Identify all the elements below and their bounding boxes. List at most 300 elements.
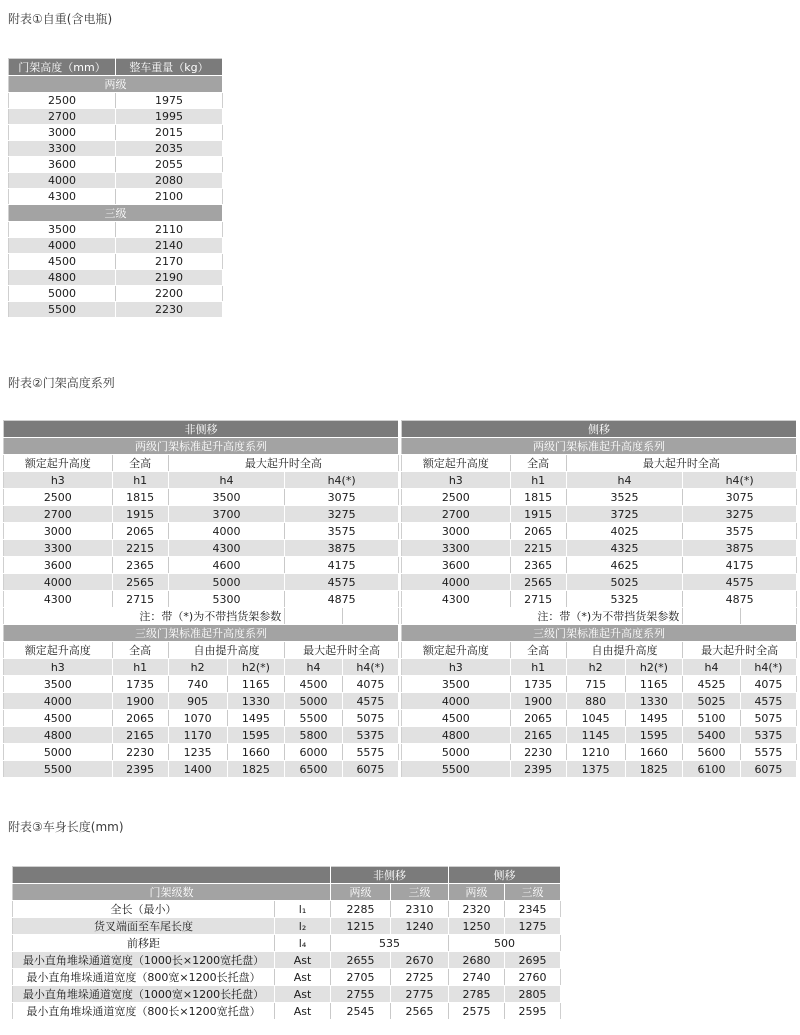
data-cell: 1815 [112, 489, 168, 506]
data-cell: 4300 [9, 189, 116, 205]
data-cell: 4175 [285, 557, 399, 574]
data-cell: 2670 [391, 952, 449, 969]
data-cell: 4500 [4, 710, 113, 727]
group-header: 额定起升高度 [402, 455, 511, 472]
shift-type-header: 非侧移 [331, 867, 449, 884]
data-cell: 4175 [683, 557, 797, 574]
header-row [9, 59, 223, 76]
symbol-header: h4(*) [740, 659, 796, 676]
series-row [402, 438, 797, 455]
shift-type-header: 侧移 [449, 867, 561, 884]
group-header-row [4, 455, 399, 472]
data-cell: 5000 [4, 744, 113, 761]
data-cell: 4000 [4, 693, 113, 710]
data-row [4, 506, 399, 523]
data-cell: 4875 [285, 591, 399, 608]
data-cell: 4300 [168, 540, 285, 557]
data-cell: 1330 [625, 693, 683, 710]
series-row [402, 625, 797, 642]
data-cell: 2230 [510, 744, 566, 761]
data-row [9, 109, 223, 125]
group-header: 额定起升高度 [402, 642, 511, 659]
row-label: 货叉端面至车尾长度 [13, 918, 275, 935]
symbol-header: h3 [4, 472, 113, 489]
section-header: 两级 [9, 76, 223, 93]
data-cell: 500 [449, 935, 561, 952]
data-cell: 3575 [285, 523, 399, 540]
data-cell: 5500 [402, 761, 511, 778]
data-cell: 2575 [449, 1003, 505, 1020]
data-cell: 1735 [112, 676, 168, 693]
shift-type-header: 侧移 [402, 421, 797, 438]
data-row [13, 952, 561, 969]
data-cell: 2320 [449, 901, 505, 918]
data-row [402, 489, 797, 506]
data-cell: 2140 [116, 238, 223, 254]
data-cell: 3075 [285, 489, 399, 506]
data-cell: 2215 [510, 540, 566, 557]
data-cell: 2760 [505, 969, 561, 986]
data-cell: 2310 [391, 901, 449, 918]
data-cell: 3075 [683, 489, 797, 506]
data-cell: 1070 [168, 710, 227, 727]
section-row [9, 76, 223, 93]
data-cell: 1330 [227, 693, 285, 710]
mast-table-sideshift [401, 420, 797, 778]
level-header: 门架级数 [13, 884, 331, 901]
symbol-header: h2(*) [227, 659, 285, 676]
group-header: 额定起升高度 [4, 642, 113, 659]
data-cell: 1145 [566, 727, 625, 744]
data-cell: 2500 [4, 489, 113, 506]
data-cell: 4300 [402, 591, 511, 608]
data-row [9, 125, 223, 141]
data-cell: 4000 [402, 693, 511, 710]
data-cell: 4525 [683, 676, 741, 693]
group-header: 自由提升高度 [168, 642, 285, 659]
note-cell: 注：带（*)为不带挡货架参数 [4, 608, 285, 625]
data-row [402, 591, 797, 608]
symbol-header: h3 [402, 659, 511, 676]
data-cell: 3000 [4, 523, 113, 540]
data-row [9, 189, 223, 205]
data-cell: 3700 [168, 506, 285, 523]
data-cell: 2805 [505, 986, 561, 1003]
data-cell: 4800 [402, 727, 511, 744]
series-row [4, 625, 399, 642]
data-cell: 5000 [285, 693, 343, 710]
data-cell: 2700 [402, 506, 511, 523]
group-header-row [402, 455, 797, 472]
data-cell: 4325 [566, 540, 683, 557]
data-cell: 740 [168, 676, 227, 693]
data-cell: 2695 [505, 952, 561, 969]
symbol-header: h1 [112, 472, 168, 489]
data-row [4, 676, 399, 693]
data-row [9, 173, 223, 189]
data-cell: 1165 [227, 676, 285, 693]
symbol-row [402, 472, 797, 489]
data-row [9, 141, 223, 157]
data-cell: 2500 [9, 93, 116, 109]
data-row [9, 222, 223, 238]
data-cell: 2285 [331, 901, 391, 918]
symbol-header: h4(*) [683, 472, 797, 489]
data-cell: 4075 [342, 676, 398, 693]
symbol-cell: l₂ [275, 918, 331, 935]
data-cell: 5300 [168, 591, 285, 608]
data-row [9, 93, 223, 109]
symbol-cell: Ast [275, 986, 331, 1003]
data-cell: 2165 [112, 727, 168, 744]
data-cell: 1210 [566, 744, 625, 761]
data-cell: 2755 [331, 986, 391, 1003]
data-cell: 2365 [112, 557, 168, 574]
data-cell: 3500 [9, 222, 116, 238]
data-row [4, 540, 399, 557]
data-cell: 1215 [331, 918, 391, 935]
data-row [402, 676, 797, 693]
shift-type-row [402, 421, 797, 438]
data-cell: 3600 [9, 157, 116, 173]
data-cell: 1250 [449, 918, 505, 935]
shift-type-row [4, 421, 399, 438]
data-cell: 5100 [683, 710, 741, 727]
data-cell: 2715 [510, 591, 566, 608]
data-cell: 2565 [391, 1003, 449, 1020]
data-cell: 2740 [449, 969, 505, 986]
note-row [4, 608, 399, 625]
data-cell: 3500 [402, 676, 511, 693]
symbol-header: h4 [683, 659, 741, 676]
row-label: 前移距 [13, 935, 275, 952]
data-cell: 2065 [112, 710, 168, 727]
data-cell: 2035 [116, 141, 223, 157]
body-length-table-body [13, 867, 561, 1020]
symbol-header: h4(*) [342, 659, 398, 676]
data-cell: 5575 [342, 744, 398, 761]
data-cell: 2170 [116, 254, 223, 270]
data-cell: 6500 [285, 761, 343, 778]
data-cell: 1495 [625, 710, 683, 727]
symbol-header: h4(*) [285, 472, 399, 489]
data-cell: 1235 [168, 744, 227, 761]
data-row [13, 969, 561, 986]
data-cell: 5075 [342, 710, 398, 727]
row-label: 最小直角堆垛通道宽度（800长×1200宽托盘） [13, 1003, 275, 1020]
data-cell: 4800 [9, 270, 116, 286]
data-cell: 3600 [402, 557, 511, 574]
data-row [4, 591, 399, 608]
group-header: 额定起升高度 [4, 455, 113, 472]
data-cell: 4500 [402, 710, 511, 727]
data-cell: 2395 [112, 761, 168, 778]
data-cell: 2725 [391, 969, 449, 986]
data-row [402, 574, 797, 591]
data-row [4, 744, 399, 761]
data-cell: 4800 [4, 727, 113, 744]
section-row [9, 205, 223, 222]
data-row [402, 761, 797, 778]
symbol-header: h2 [168, 659, 227, 676]
data-row [13, 935, 561, 952]
data-cell: 4500 [9, 254, 116, 270]
data-cell: 2700 [4, 506, 113, 523]
data-cell: 2190 [116, 270, 223, 286]
data-row [4, 710, 399, 727]
data-cell: 1275 [505, 918, 561, 935]
data-cell: 715 [566, 676, 625, 693]
data-cell: 880 [566, 693, 625, 710]
data-cell: 4000 [9, 238, 116, 254]
data-row [402, 540, 797, 557]
data-cell: 1165 [625, 676, 683, 693]
group-header: 全高 [510, 455, 566, 472]
data-row [402, 523, 797, 540]
data-cell: 4000 [402, 574, 511, 591]
data-cell: 3875 [285, 540, 399, 557]
symbol-header: h2(*) [625, 659, 683, 676]
group-header: 最大起升时全高 [285, 642, 399, 659]
data-cell: 2015 [116, 125, 223, 141]
data-cell: 2655 [331, 952, 391, 969]
group-header: 自由提升高度 [566, 642, 683, 659]
data-cell: 3275 [285, 506, 399, 523]
data-cell: 2065 [510, 710, 566, 727]
empty-cell [342, 608, 398, 625]
data-cell: 5000 [402, 744, 511, 761]
symbol-row [4, 472, 399, 489]
data-row [402, 506, 797, 523]
data-cell: 5000 [9, 286, 116, 302]
data-cell: 4025 [566, 523, 683, 540]
data-cell: 6075 [740, 761, 796, 778]
data-row [9, 286, 223, 302]
data-row [4, 727, 399, 744]
data-cell: 1045 [566, 710, 625, 727]
stage-header: 两级 [331, 884, 391, 901]
data-cell: 905 [168, 693, 227, 710]
symbol-cell: Ast [275, 952, 331, 969]
data-cell: 1495 [227, 710, 285, 727]
data-cell: 2100 [116, 189, 223, 205]
series-header: 两级门架标准起升高度系列 [4, 438, 399, 455]
data-cell: 1975 [116, 93, 223, 109]
table3-title: 附表③车身长度(mm) [8, 820, 124, 834]
data-row [402, 693, 797, 710]
row-label: 最小直角堆垛通道宽度（1000长×1200宽托盘） [13, 952, 275, 969]
data-row [4, 489, 399, 506]
mast-height-table [3, 420, 797, 778]
stage-header: 三级 [505, 884, 561, 901]
self-weight-table-body [9, 59, 223, 318]
self-weight-table [8, 58, 223, 318]
data-cell: 4075 [740, 676, 796, 693]
data-row [4, 557, 399, 574]
data-row [13, 1003, 561, 1020]
data-cell: 1825 [227, 761, 285, 778]
symbol-row [402, 659, 797, 676]
data-cell: 1240 [391, 918, 449, 935]
symbol-header: h1 [510, 659, 566, 676]
data-cell: 2680 [449, 952, 505, 969]
data-cell: 2785 [449, 986, 505, 1003]
symbol-cell: l₁ [275, 901, 331, 918]
data-cell: 3000 [402, 523, 511, 540]
data-cell: 2055 [116, 157, 223, 173]
data-cell: 2775 [391, 986, 449, 1003]
data-cell: 2110 [116, 222, 223, 238]
data-row [9, 270, 223, 286]
group-header: 全高 [510, 642, 566, 659]
data-cell: 1595 [227, 727, 285, 744]
table2-title: 附表②门架高度系列 [8, 376, 115, 390]
data-cell: 5500 [285, 710, 343, 727]
data-cell: 1995 [116, 109, 223, 125]
data-cell: 2500 [402, 489, 511, 506]
data-cell: 1825 [625, 761, 683, 778]
data-cell: 2215 [112, 540, 168, 557]
data-cell: 5075 [740, 710, 796, 727]
group-header: 全高 [112, 455, 168, 472]
data-cell: 4600 [168, 557, 285, 574]
symbol-header: h4 [285, 659, 343, 676]
data-cell: 1595 [625, 727, 683, 744]
series-row [4, 438, 399, 455]
table1-title: 附表①自重(含电瓶) [8, 12, 113, 26]
data-cell: 2705 [331, 969, 391, 986]
data-cell: 4575 [342, 693, 398, 710]
data-cell: 4000 [4, 574, 113, 591]
group-header: 最大起升时全高 [566, 455, 796, 472]
data-row [4, 761, 399, 778]
section-header: 三级 [9, 205, 223, 222]
data-cell: 5375 [740, 727, 796, 744]
data-cell: 4625 [566, 557, 683, 574]
data-cell: 4000 [9, 173, 116, 189]
data-cell: 4875 [683, 591, 797, 608]
data-cell: 2065 [510, 523, 566, 540]
data-cell: 3525 [566, 489, 683, 506]
data-cell: 5500 [9, 302, 116, 318]
data-cell: 3275 [683, 506, 797, 523]
data-cell: 5025 [566, 574, 683, 591]
symbol-header: h4 [168, 472, 285, 489]
data-cell: 2230 [116, 302, 223, 318]
data-cell: 4575 [740, 693, 796, 710]
row-label: 最小直角堆垛通道宽度（800宽×1200长托盘） [13, 969, 275, 986]
data-cell: 2700 [9, 109, 116, 125]
data-cell: 3875 [683, 540, 797, 557]
data-cell: 2595 [505, 1003, 561, 1020]
data-cell: 2545 [331, 1003, 391, 1020]
data-cell: 2365 [510, 557, 566, 574]
data-cell: 3300 [402, 540, 511, 557]
data-row [9, 238, 223, 254]
series-header: 两级门架标准起升高度系列 [402, 438, 797, 455]
data-cell: 2230 [112, 744, 168, 761]
data-cell: 5025 [683, 693, 741, 710]
series-header: 三级门架标准起升高度系列 [402, 625, 797, 642]
data-row [13, 918, 561, 935]
data-cell: 4575 [683, 574, 797, 591]
group-header-row [402, 642, 797, 659]
data-row [402, 557, 797, 574]
data-cell: 1400 [168, 761, 227, 778]
symbol-header: h4 [566, 472, 683, 489]
data-cell: 6100 [683, 761, 741, 778]
data-row [4, 523, 399, 540]
data-cell: 4575 [285, 574, 399, 591]
mast-table-non-sideshift [3, 420, 399, 778]
data-cell: 1815 [510, 489, 566, 506]
row-label: 全长（最小） [13, 901, 275, 918]
data-cell: 4300 [4, 591, 113, 608]
data-cell: 5500 [4, 761, 113, 778]
data-cell: 3600 [4, 557, 113, 574]
data-row [402, 710, 797, 727]
data-cell: 3300 [4, 540, 113, 557]
note-row [402, 608, 797, 625]
data-cell: 1900 [510, 693, 566, 710]
data-row [13, 986, 561, 1003]
shift-group-row [13, 867, 561, 884]
series-header: 三级门架标准起升高度系列 [4, 625, 399, 642]
data-cell: 1170 [168, 727, 227, 744]
data-cell: 3300 [9, 141, 116, 157]
data-cell: 2565 [112, 574, 168, 591]
data-cell: 3500 [168, 489, 285, 506]
data-row [13, 901, 561, 918]
empty-cell [683, 608, 741, 625]
data-cell: 1660 [625, 744, 683, 761]
symbol-cell: Ast [275, 969, 331, 986]
data-cell: 1375 [566, 761, 625, 778]
data-cell: 2080 [116, 173, 223, 189]
data-cell: 5325 [566, 591, 683, 608]
data-cell: 1915 [510, 506, 566, 523]
symbol-cell: l₄ [275, 935, 331, 952]
data-cell: 2065 [112, 523, 168, 540]
group-header: 全高 [112, 642, 168, 659]
body-length-table [12, 866, 561, 1020]
data-cell: 5400 [683, 727, 741, 744]
data-cell: 3500 [4, 676, 113, 693]
group-header-row [4, 642, 399, 659]
data-cell: 2165 [510, 727, 566, 744]
data-cell: 6000 [285, 744, 343, 761]
symbol-header: h3 [4, 659, 113, 676]
symbol-header: h1 [510, 472, 566, 489]
data-cell: 3575 [683, 523, 797, 540]
data-cell: 3725 [566, 506, 683, 523]
data-cell: 5600 [683, 744, 741, 761]
stage-header-row [13, 884, 561, 901]
shift-type-header: 非侧移 [4, 421, 399, 438]
symbol-header: h3 [402, 472, 511, 489]
symbol-header: h2 [566, 659, 625, 676]
symbol-header: h1 [112, 659, 168, 676]
group-header: 最大起升时全高 [168, 455, 398, 472]
data-cell: 3000 [9, 125, 116, 141]
data-cell: 2715 [112, 591, 168, 608]
data-cell: 1660 [227, 744, 285, 761]
row-label: 最小直角堆垛通道宽度（1000宽×1200长托盘） [13, 986, 275, 1003]
data-row [402, 727, 797, 744]
data-cell: 4000 [168, 523, 285, 540]
data-row [9, 302, 223, 318]
data-row [402, 744, 797, 761]
